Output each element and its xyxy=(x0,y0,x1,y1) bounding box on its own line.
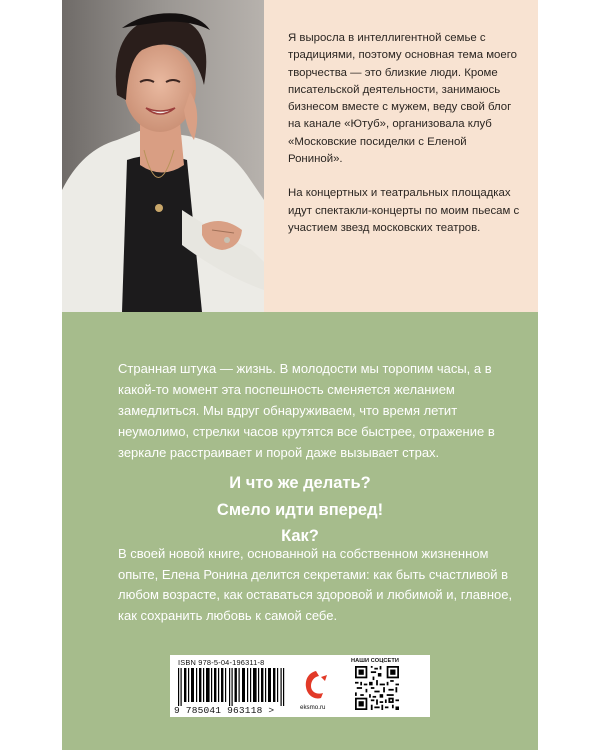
accent-line: Смело идти вперед! xyxy=(216,500,384,519)
description-paragraph: В своей новой книге, основанной на собственном жизненном опыте, Елена Ронина делится секретами: как быть счастливой в любом возрасте, как оставаться здоровой и любимой и, главное, как сохранить любовь к самой себе. xyxy=(118,546,513,623)
barcode xyxy=(176,668,294,706)
isbn-label: ISBN 978-5-04-196311-8 xyxy=(178,658,265,667)
accent-line: И что же делать? xyxy=(229,474,371,492)
barcode-digits: 9 785041 963118 > xyxy=(174,705,275,716)
accent-line: Как? xyxy=(281,527,319,545)
publisher-logo-icon xyxy=(303,669,329,701)
barcode-panel xyxy=(170,655,430,717)
qr-label: НАШИ СОЦСЕТИ xyxy=(351,658,400,664)
bio-paragraph: На концертных и театральных площадках идут спектакли-концерты по моим пьесам с участием звезд московских театров. xyxy=(288,187,520,234)
author-photo xyxy=(62,0,264,312)
blurb-paragraph: Странная штука — жизнь. В молодости мы торопим часы, а в какой-то момент эта поспешность сменяется желанием замедлиться. Мы вдруг обнаруживаем, что время летит неумолимо, стрелки часов крутятся все быстрее, отражение в зеркале расстраивает и порой даже вызывает страх. xyxy=(118,361,495,460)
qr-code xyxy=(355,666,399,710)
book-description xyxy=(118,544,522,626)
bio-paragraph: Я выросла в интеллигентной семье с традициями, поэтому основная тема моего творчества — это близкие люди. Кроме писательской деятельности, занимаюсь бизнесом вместе с мужем, веду свой блог на канале «Ютуб», организовала клуб «Московские посиделки с Еленой Рониной». xyxy=(288,32,517,166)
accent-lines xyxy=(0,470,600,550)
publisher-website: eksmo.ru xyxy=(300,704,326,711)
author-bio xyxy=(288,30,520,254)
book-blurb xyxy=(118,358,522,463)
